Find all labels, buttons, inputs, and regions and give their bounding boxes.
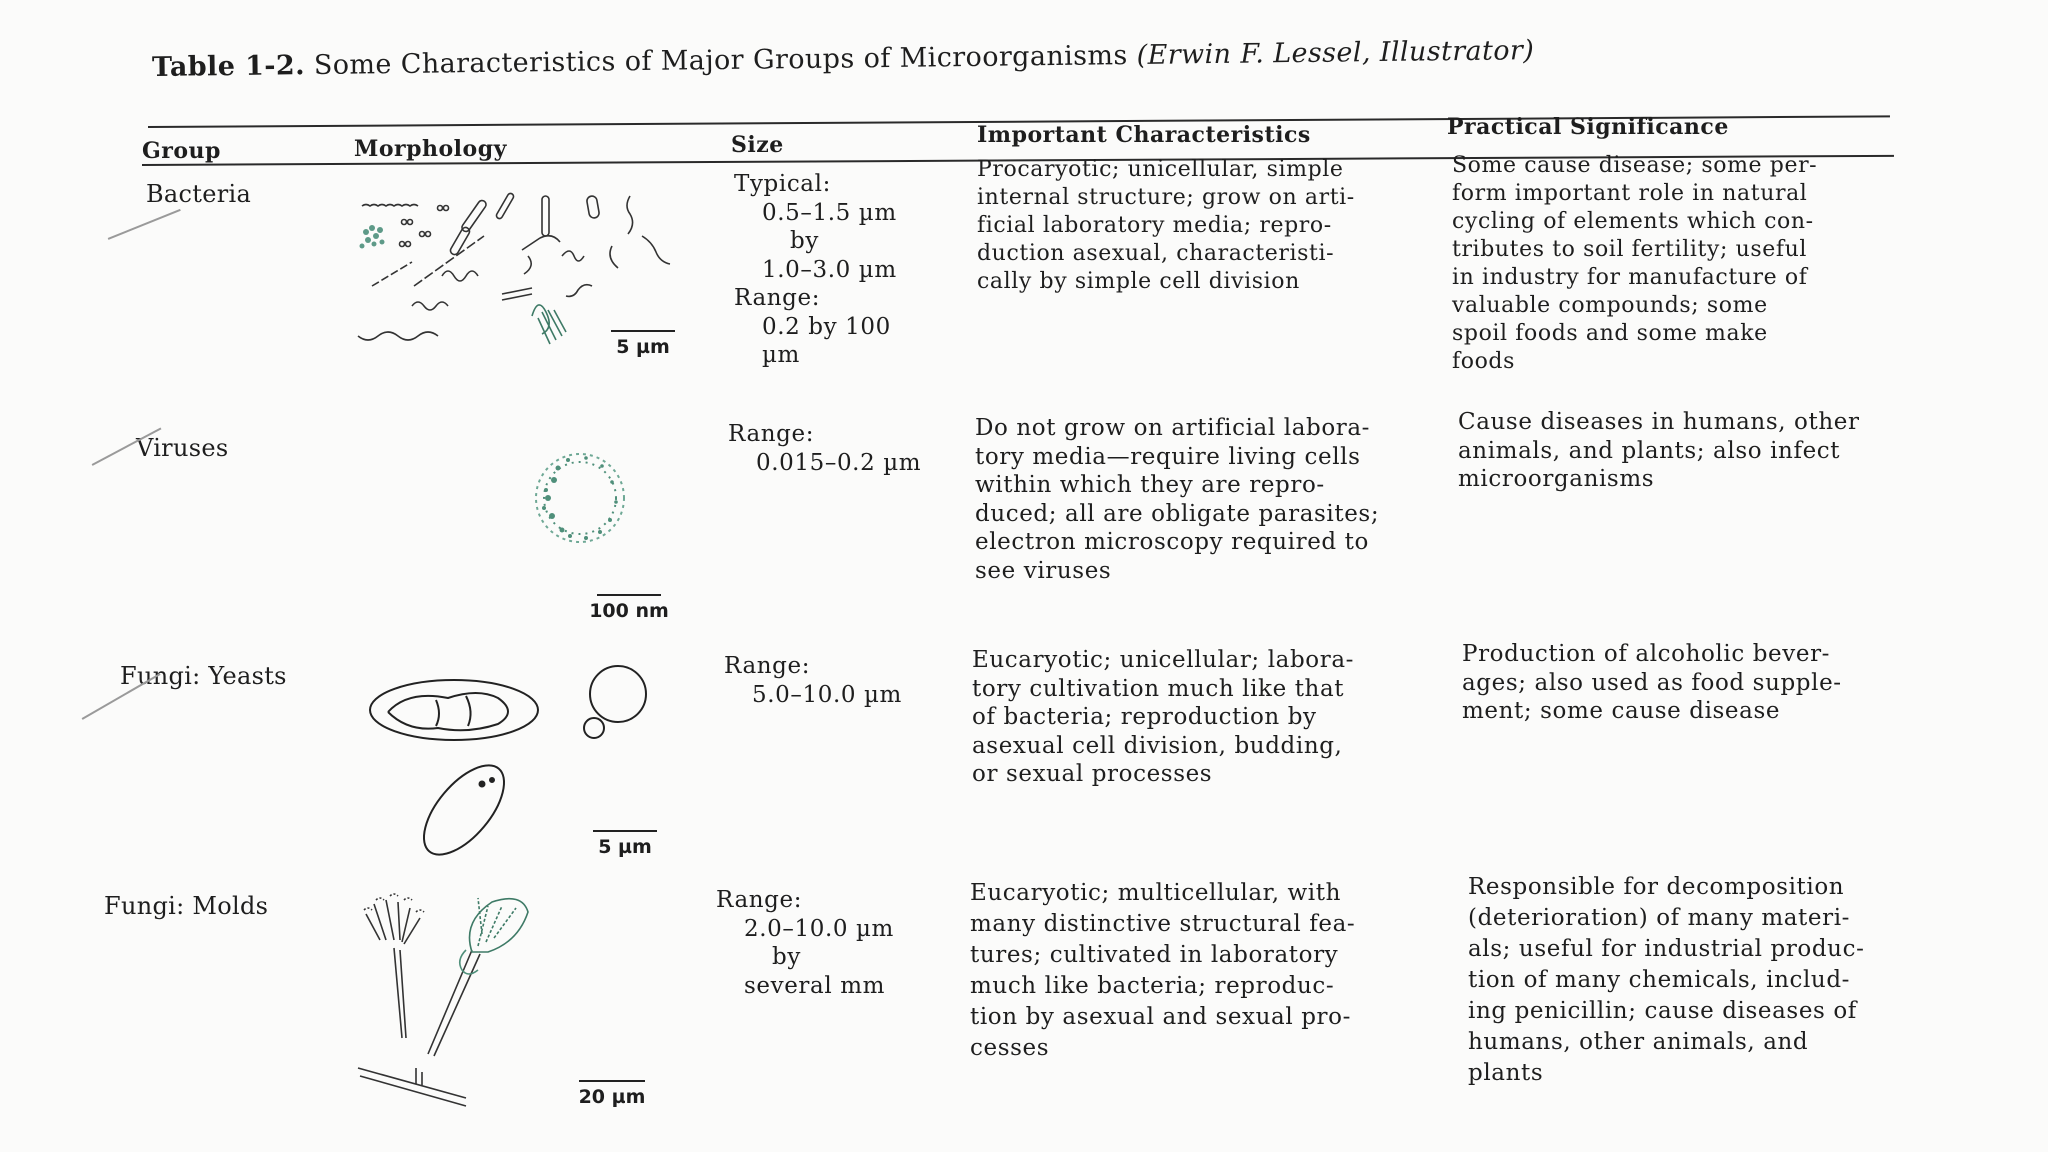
text-line: plants bbox=[1468, 1060, 1544, 1086]
characteristics-yeasts bbox=[972, 646, 1354, 789]
header-significance: Practical Significance bbox=[1447, 114, 1729, 140]
yeast-scale-bar bbox=[590, 830, 660, 858]
text-line: or sexual processes bbox=[972, 761, 1213, 787]
mycelium-base bbox=[358, 1068, 466, 1106]
mold-scale-bar bbox=[572, 1080, 652, 1108]
table-title bbox=[152, 35, 1535, 83]
significance-molds bbox=[1468, 872, 1864, 1089]
text-line: ficial laboratory media; repro- bbox=[977, 213, 1332, 238]
text-line: tory cultivation much like that bbox=[972, 675, 1345, 702]
characteristics-viruses bbox=[975, 414, 1379, 585]
flagellated-rod bbox=[532, 305, 566, 344]
text-line: Procaryotic; unicellular, simple bbox=[977, 157, 1344, 182]
size-line: Range: bbox=[724, 653, 811, 679]
text-line: valuable compounds; some bbox=[1452, 293, 1768, 318]
text-line: Eucaryotic; multicellular, with bbox=[970, 880, 1342, 906]
text-line: electron microscopy required to bbox=[975, 529, 1369, 555]
size-line: 2.0–10.0 µm bbox=[744, 915, 894, 942]
text-line: tory media—require living cells bbox=[975, 443, 1361, 470]
aspergillus-conidiophore bbox=[364, 894, 424, 1038]
virus-scale-bar bbox=[584, 594, 674, 622]
virus-illustration bbox=[510, 420, 650, 570]
text-line: Cause diseases in humans, other bbox=[1458, 409, 1860, 435]
text-line: Production of alcoholic bever- bbox=[1462, 641, 1831, 667]
size-line: Range: bbox=[734, 285, 821, 311]
text-line: duced; all are obligate parasites; bbox=[975, 500, 1380, 527]
bacteria-scale-label: 5 µm bbox=[616, 336, 670, 358]
table-title-text: Some Characteristics of Major Groups of Microorganisms bbox=[313, 40, 1128, 82]
text-line: spoil foods and some make bbox=[1452, 321, 1768, 346]
text-line: cycling of elements which con- bbox=[1452, 209, 1814, 234]
size-bacteria bbox=[734, 170, 897, 370]
header-characteristics: Important Characteristics bbox=[977, 122, 1311, 148]
size-line: 5.0–10.0 µm bbox=[752, 681, 902, 708]
text-line: asexual cell division, budding, bbox=[972, 732, 1343, 759]
text-line: microorganisms bbox=[1458, 466, 1655, 492]
mold-scale-label: 20 µm bbox=[578, 1086, 646, 1108]
text-line: ages; also used as food supple- bbox=[1462, 669, 1842, 696]
characteristics-bacteria bbox=[977, 156, 1355, 296]
size-line: 0.015–0.2 µm bbox=[756, 449, 922, 476]
text-line: internal structure; grow on arti- bbox=[977, 185, 1355, 210]
text-line: ing penicillin; cause diseases of bbox=[1468, 998, 1857, 1024]
text-line: see viruses bbox=[975, 557, 1112, 584]
table-label: Table 1-2. bbox=[151, 50, 306, 83]
bacteria-scale-bar bbox=[608, 330, 678, 358]
cocci-cluster bbox=[360, 225, 385, 249]
yeast-scale-label: 5 µm bbox=[598, 836, 652, 858]
characteristics-molds bbox=[970, 878, 1355, 1064]
size-molds bbox=[716, 886, 894, 1000]
virus-particle bbox=[536, 454, 624, 542]
text-line: cesses bbox=[970, 1035, 1050, 1061]
table-title-credit: (Erwin F. Lessel, Illustrator) bbox=[1136, 35, 1535, 71]
elongated-yeast-cell bbox=[409, 752, 518, 860]
size-line: Typical: bbox=[734, 171, 831, 197]
header-size: Size bbox=[731, 132, 784, 158]
mold-illustration bbox=[346, 890, 606, 1120]
flagellated-cells bbox=[358, 236, 592, 340]
text-line: tion by asexual and sexual pro- bbox=[970, 1004, 1351, 1030]
group-molds: Fungi: Molds bbox=[104, 892, 269, 920]
size-yeasts bbox=[724, 652, 902, 709]
group-yeasts: Fungi: Yeasts bbox=[120, 662, 287, 690]
text-line: much like bacteria; reproduc- bbox=[970, 973, 1335, 999]
virus-scale-label: 100 nm bbox=[589, 600, 669, 622]
text-line: Do not grow on artificial labora- bbox=[975, 415, 1371, 441]
text-line: foods bbox=[1452, 349, 1516, 374]
text-line: of bacteria; reproduction by bbox=[972, 704, 1317, 730]
text-line: tion of many chemicals, includ- bbox=[1468, 967, 1851, 993]
header-group: Group bbox=[142, 138, 221, 164]
rods bbox=[372, 192, 600, 286]
text-line: tures; cultivated in laboratory bbox=[970, 942, 1339, 968]
text-line: animals, and plants; also infect bbox=[1458, 437, 1841, 464]
size-viruses bbox=[728, 420, 921, 477]
text-line: Some cause disease; some per- bbox=[1452, 153, 1818, 178]
header-morphology: Morphology bbox=[354, 136, 507, 162]
pencil-mark bbox=[108, 209, 181, 240]
text-line: Responsible for decomposition bbox=[1468, 874, 1845, 900]
text-line: Eucaryotic; unicellular; labora- bbox=[972, 647, 1355, 673]
size-line: by bbox=[772, 944, 801, 970]
penicillium-conidiophore bbox=[428, 898, 528, 1056]
group-bacteria: Bacteria bbox=[146, 180, 252, 208]
text-line: humans, other animals, and bbox=[1468, 1029, 1809, 1055]
group-viruses: Viruses bbox=[136, 434, 229, 462]
diplococci bbox=[400, 206, 449, 247]
significance-yeasts bbox=[1462, 640, 1842, 726]
yeast-cell-with-bud bbox=[584, 666, 646, 738]
size-line: Range: bbox=[728, 421, 815, 447]
size-line: 1.0–3.0 µm bbox=[762, 256, 897, 283]
size-line: by bbox=[790, 228, 819, 254]
text-line: within which they are repro- bbox=[975, 472, 1325, 498]
text-line: many distinctive structural fea- bbox=[970, 911, 1356, 937]
size-line: 0.2 by 100 bbox=[762, 313, 891, 340]
significance-bacteria bbox=[1452, 152, 1817, 376]
text-line: tributes to soil fertility; useful bbox=[1452, 237, 1807, 262]
text-line: in industry for manufacture of bbox=[1452, 265, 1808, 290]
text-line: cally by simple cell division bbox=[977, 269, 1300, 294]
size-line: Range: bbox=[716, 887, 803, 913]
size-line: µm bbox=[762, 342, 800, 368]
text-line: (deterioration) of many materi- bbox=[1468, 905, 1851, 931]
size-line: 0.5–1.5 µm bbox=[762, 199, 897, 226]
size-line: several mm bbox=[744, 972, 886, 999]
cocci-chain bbox=[362, 205, 418, 207]
text-line: form important role in natural bbox=[1452, 181, 1808, 206]
text-line: als; useful for industrial produc- bbox=[1468, 936, 1865, 962]
significance-viruses bbox=[1458, 408, 1860, 494]
text-line: duction asexual, characteristi- bbox=[977, 241, 1335, 266]
budding-yeast-cell bbox=[370, 680, 538, 740]
text-line: ment; some cause disease bbox=[1462, 698, 1781, 724]
